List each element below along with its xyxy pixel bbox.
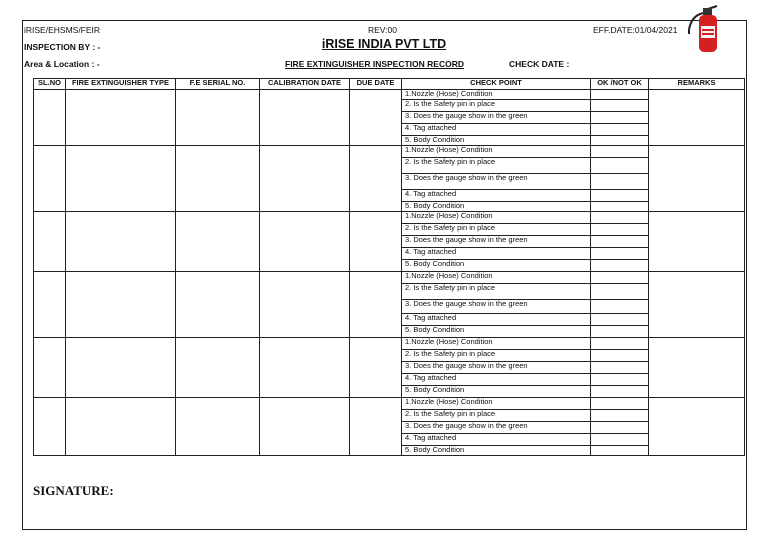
cell-type[interactable] (66, 338, 176, 398)
cell-serial[interactable] (176, 90, 260, 146)
effective-date: EFF.DATE:01/04/2021 (593, 25, 678, 35)
check-point-cell: 2. Is the Safety pin in place (402, 410, 591, 422)
cell-due[interactable] (350, 90, 402, 146)
ok-not-ok-cell[interactable] (591, 236, 649, 248)
ok-not-ok-cell[interactable] (591, 90, 649, 100)
revision: REV:00 (368, 25, 397, 35)
col-remarks: REMARKS (649, 79, 745, 90)
check-point-cell: 1.Nozzle (Hose) Condition (402, 146, 591, 158)
check-point-cell: 5. Body Condition (402, 260, 591, 272)
record-title: FIRE EXTINGUISHER INSPECTION RECORD (285, 59, 464, 69)
cell-calibration[interactable] (260, 90, 350, 146)
col-checkpoint: CHECK POINT (402, 79, 591, 90)
signature-label: SIGNATURE: (33, 483, 114, 498)
remarks-cell[interactable] (649, 90, 745, 146)
ok-not-ok-cell[interactable] (591, 190, 649, 202)
check-point-cell: 3. Does the gauge show in the green (402, 422, 591, 434)
table-row (34, 212, 745, 224)
check-point-cell: 1.Nozzle (Hose) Condition (402, 272, 591, 284)
check-point-cell: 5. Body Condition (402, 446, 591, 456)
check-point-cell: 2. Is the Safety pin in place (402, 350, 591, 362)
cell-serial[interactable] (176, 398, 260, 456)
ok-not-ok-cell[interactable] (591, 300, 649, 314)
ok-not-ok-cell[interactable] (591, 158, 649, 174)
check-point-cell: 5. Body Condition (402, 386, 591, 398)
check-point-cell: 3. Does the gauge show in the green (402, 174, 591, 190)
ok-not-ok-cell[interactable] (591, 174, 649, 190)
remarks-cell[interactable] (649, 146, 745, 212)
ok-not-ok-cell[interactable] (591, 338, 649, 350)
ok-not-ok-cell[interactable] (591, 374, 649, 386)
cell-slno[interactable] (34, 212, 66, 272)
ok-not-ok-cell[interactable] (591, 434, 649, 446)
col-due: DUE DATE (350, 79, 402, 90)
check-point-cell: 3. Does the gauge show in the green (402, 362, 591, 374)
check-point-cell: 5. Body Condition (402, 326, 591, 338)
check-point-cell: 1.Nozzle (Hose) Condition (402, 338, 591, 350)
check-point-cell: 4. Tag attached (402, 434, 591, 446)
cell-serial[interactable] (176, 146, 260, 212)
cell-due[interactable] (350, 272, 402, 338)
check-point-cell: 4. Tag attached (402, 314, 591, 326)
inspection-table (33, 78, 745, 456)
cell-type[interactable] (66, 398, 176, 456)
header-row (34, 79, 745, 90)
cell-slno[interactable] (34, 398, 66, 456)
cell-calibration[interactable] (260, 338, 350, 398)
table-row (34, 272, 745, 284)
cell-serial[interactable] (176, 212, 260, 272)
table-row (34, 338, 745, 350)
table-row (34, 398, 745, 410)
cell-due[interactable] (350, 338, 402, 398)
check-point-cell: 5. Body Condition (402, 202, 591, 212)
ok-not-ok-cell[interactable] (591, 422, 649, 434)
cell-calibration[interactable] (260, 398, 350, 456)
cell-due[interactable] (350, 146, 402, 212)
col-slno: SL.NO (34, 79, 66, 90)
cell-calibration[interactable] (260, 212, 350, 272)
ok-not-ok-cell[interactable] (591, 314, 649, 326)
remarks-cell[interactable] (649, 338, 745, 398)
table-body (34, 90, 745, 456)
ok-not-ok-cell[interactable] (591, 272, 649, 284)
cell-type[interactable] (66, 212, 176, 272)
col-type: FIRE EXTINGUISHER TYPE (66, 79, 176, 90)
cell-type[interactable] (66, 90, 176, 146)
ok-not-ok-cell[interactable] (591, 386, 649, 398)
remarks-cell[interactable] (649, 212, 745, 272)
col-ok: OK /NOT OK (591, 79, 649, 90)
check-date: CHECK DATE : (509, 59, 570, 69)
check-point-cell: 1.Nozzle (Hose) Condition (402, 90, 591, 100)
cell-type[interactable] (66, 146, 176, 212)
ok-not-ok-cell[interactable] (591, 350, 649, 362)
ok-not-ok-cell[interactable] (591, 446, 649, 456)
check-point-cell: 4. Tag attached (402, 248, 591, 260)
ok-not-ok-cell[interactable] (591, 124, 649, 136)
check-point-cell: 4. Tag attached (402, 190, 591, 202)
ok-not-ok-cell[interactable] (591, 248, 649, 260)
check-point-cell: 1.Nozzle (Hose) Condition (402, 212, 591, 224)
inspection-by: INSPECTION BY : - (24, 42, 101, 52)
check-point-cell: 4. Tag attached (402, 124, 591, 136)
cell-serial[interactable] (176, 338, 260, 398)
cell-slno[interactable] (34, 90, 66, 146)
ok-not-ok-cell[interactable] (591, 202, 649, 212)
check-point-cell: 3. Does the gauge show in the green (402, 112, 591, 124)
check-point-cell: 4. Tag attached (402, 374, 591, 386)
check-point-cell: 2. Is the Safety pin in place (402, 100, 591, 112)
cell-due[interactable] (350, 212, 402, 272)
cell-slno[interactable] (34, 146, 66, 212)
check-point-cell: 3. Does the gauge show in the green (402, 300, 591, 314)
ok-not-ok-cell[interactable] (591, 112, 649, 124)
remarks-cell[interactable] (649, 398, 745, 456)
ok-not-ok-cell[interactable] (591, 212, 649, 224)
check-point-cell: 2. Is the Safety pin in place (402, 158, 591, 174)
cell-calibration[interactable] (260, 272, 350, 338)
company-name: iRISE INDIA PVT LTD (321, 37, 447, 51)
ok-not-ok-cell[interactable] (591, 326, 649, 338)
check-point-cell: 2. Is the Safety pin in place (402, 224, 591, 236)
cell-calibration[interactable] (260, 146, 350, 212)
ok-not-ok-cell[interactable] (591, 136, 649, 146)
cell-serial[interactable] (176, 272, 260, 338)
table-row (34, 90, 745, 100)
ok-not-ok-cell[interactable] (591, 100, 649, 112)
col-calibration: CALIBRATION DATE (260, 79, 350, 90)
ok-not-ok-cell[interactable] (591, 410, 649, 422)
ok-not-ok-cell[interactable] (591, 224, 649, 236)
cell-due[interactable] (350, 398, 402, 456)
check-point-cell: 1.Nozzle (Hose) Condition (402, 398, 591, 410)
ok-not-ok-cell[interactable] (591, 146, 649, 158)
remarks-cell[interactable] (649, 272, 745, 338)
ok-not-ok-cell[interactable] (591, 398, 649, 410)
cell-type[interactable] (66, 272, 176, 338)
ok-not-ok-cell[interactable] (591, 284, 649, 300)
fire-extinguisher-icon (683, 4, 731, 54)
cell-slno[interactable] (34, 338, 66, 398)
cell-slno[interactable] (34, 272, 66, 338)
check-point-cell: 5. Body Condition (402, 136, 591, 146)
ok-not-ok-cell[interactable] (591, 362, 649, 374)
check-point-cell: 3. Does the gauge show in the green (402, 236, 591, 248)
table-row (34, 146, 745, 158)
check-point-cell: 2. Is the Safety pin in place (402, 284, 591, 300)
doc-code: iRISE/EHSMS/FEIR (24, 25, 101, 35)
col-serial: F.E SERIAL NO. (176, 79, 260, 90)
ok-not-ok-cell[interactable] (591, 260, 649, 272)
area-location: Area & Location : - (24, 59, 100, 69)
